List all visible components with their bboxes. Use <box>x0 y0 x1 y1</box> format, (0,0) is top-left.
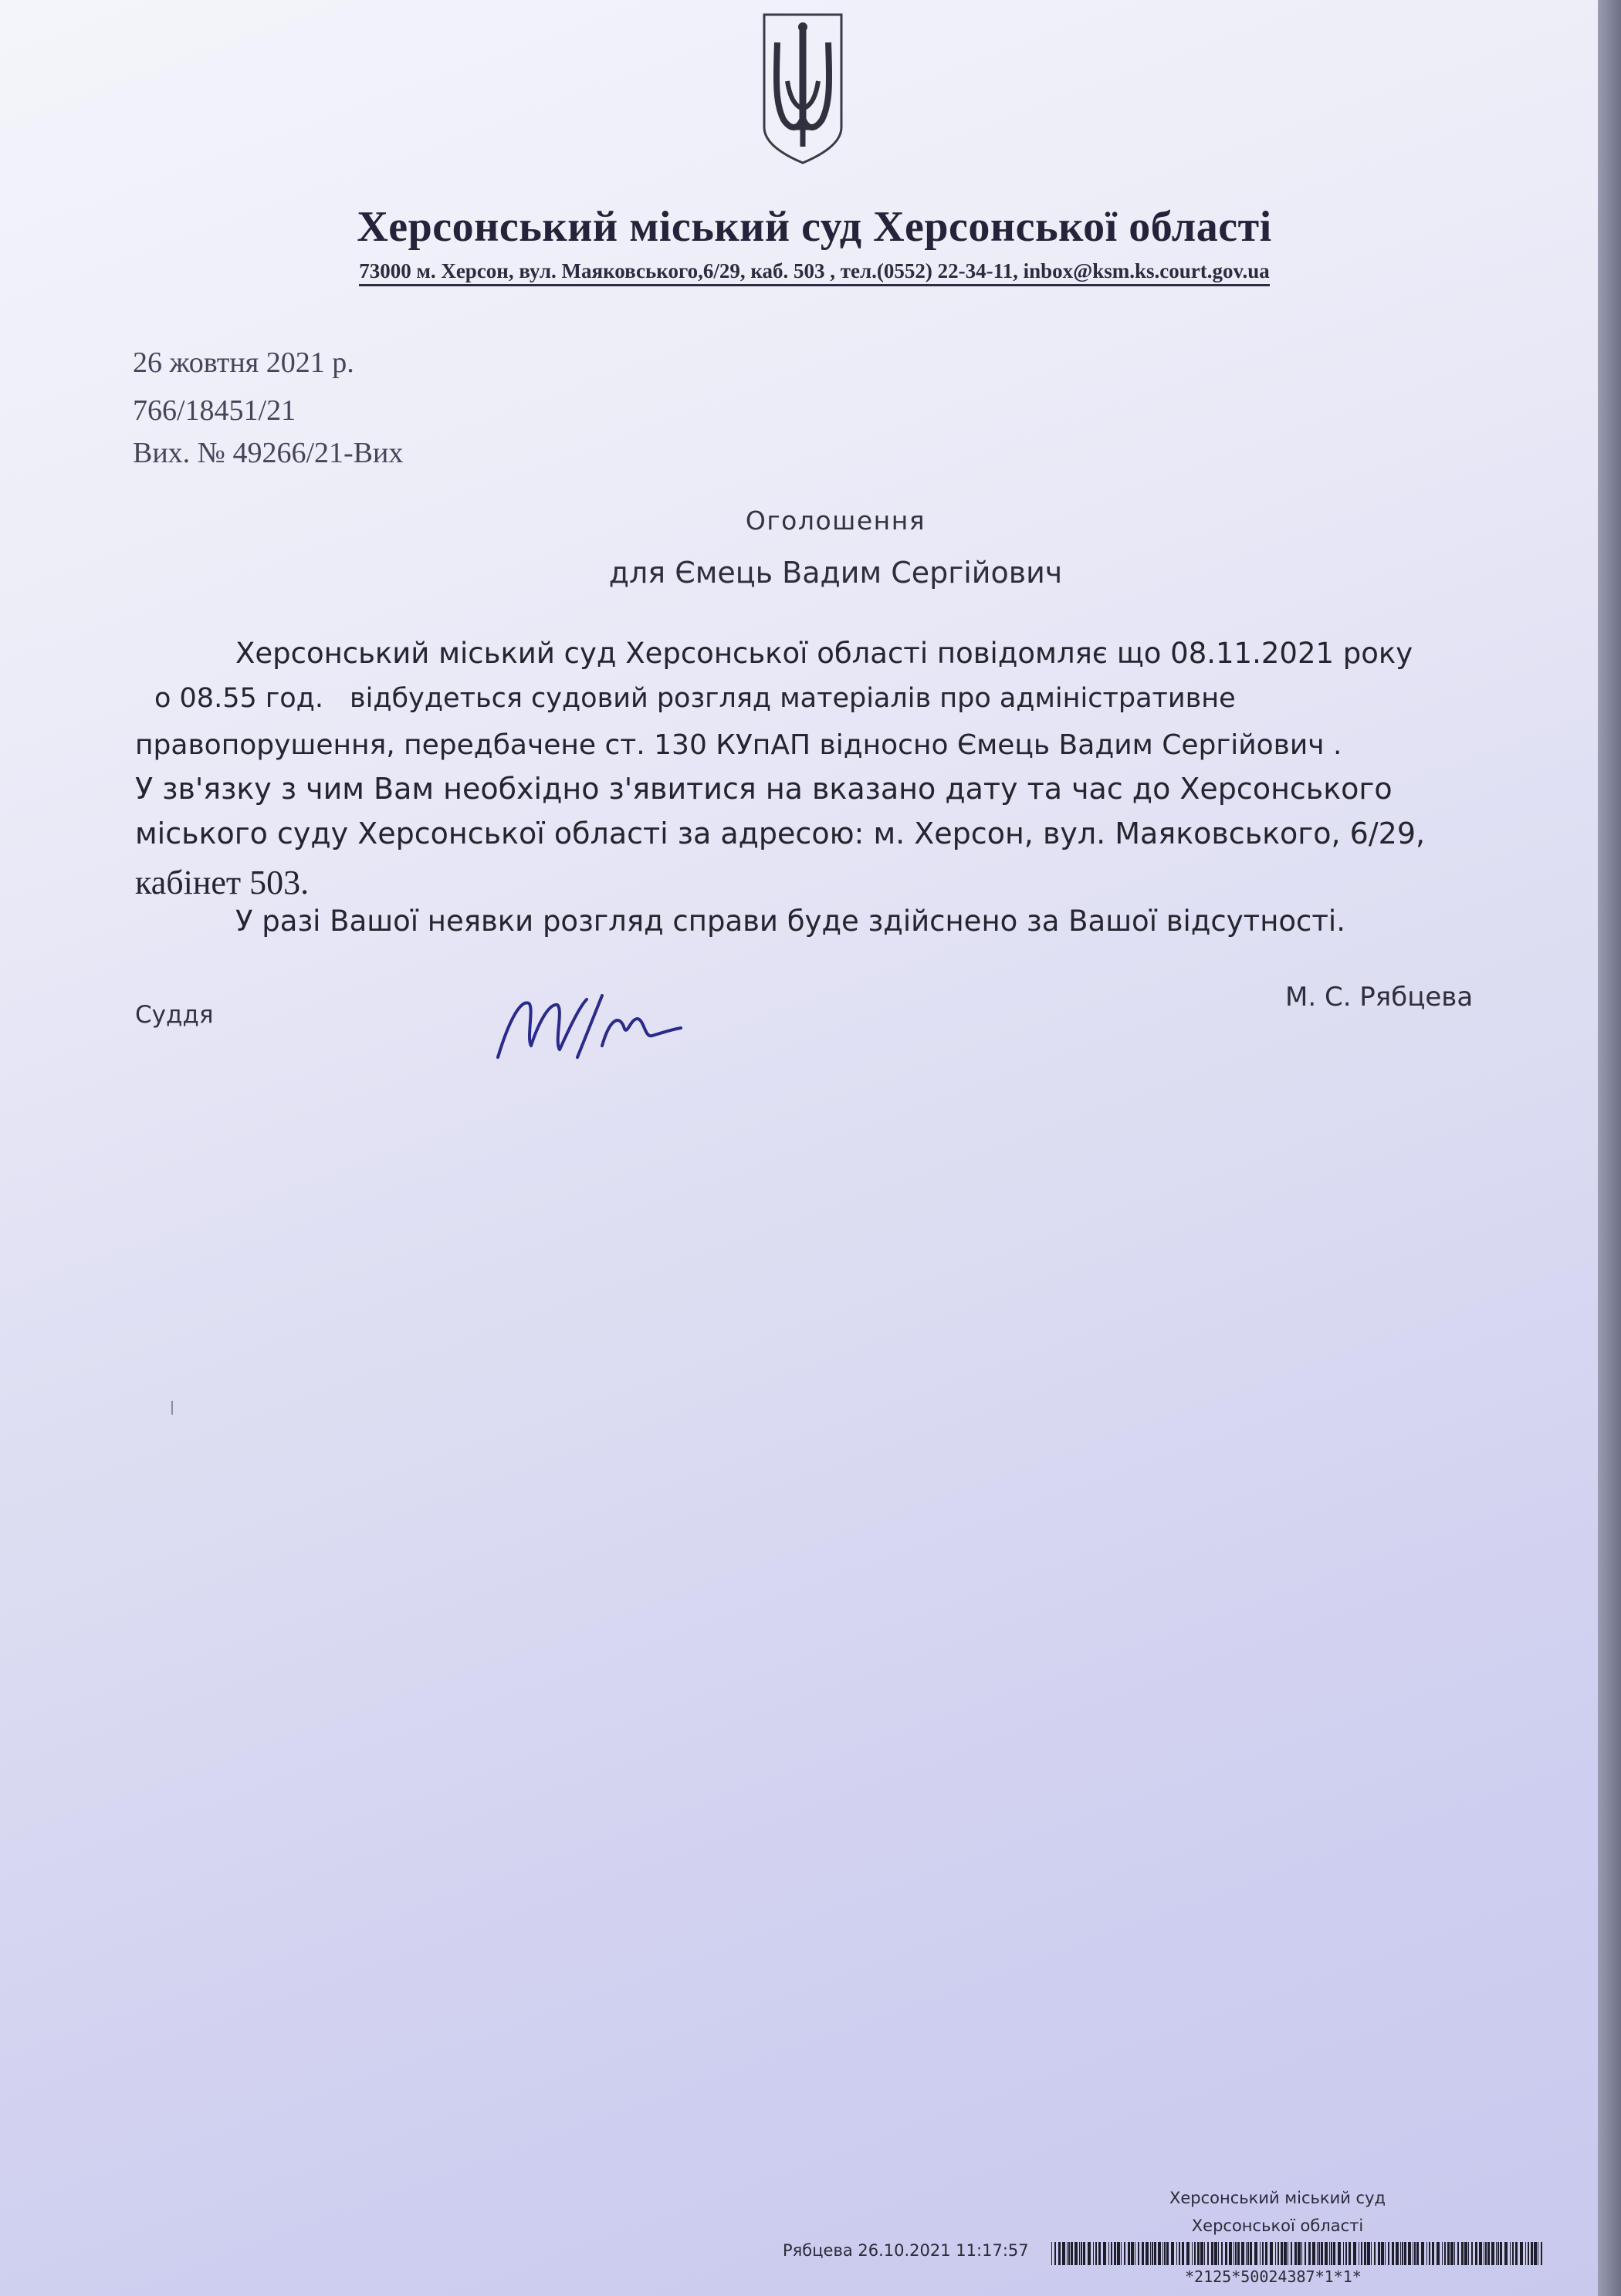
barcode-bar <box>1128 2242 1130 2265</box>
barcode-bar <box>1192 2242 1193 2265</box>
barcode-bar <box>1515 2242 1518 2265</box>
barcode-bar <box>1525 2242 1526 2265</box>
barcode-bar <box>1349 2242 1351 2265</box>
barcode-bar <box>1491 2242 1494 2265</box>
barcode-bar <box>1388 2242 1389 2265</box>
barcode-bar <box>1121 2242 1122 2265</box>
barcode-bar <box>1221 2242 1223 2265</box>
judge-role-label: Суддя <box>135 1001 214 1029</box>
barcode-bar <box>1381 2242 1384 2265</box>
trident-coat-of-arms-icon <box>760 12 845 166</box>
barcode-bar <box>1235 2242 1237 2265</box>
barcode-bar <box>1250 2242 1252 2265</box>
barcode-bar <box>1079 2242 1080 2265</box>
barcode-bar <box>1457 2242 1459 2265</box>
barcode-bar <box>1479 2242 1482 2265</box>
barcode-bar <box>1152 2242 1153 2265</box>
barcode-bar <box>1164 2242 1166 2265</box>
barcode-bar <box>1051 2242 1052 2265</box>
body-line-7: У разі Вашої неявки розгляд справи буде здійснено за Вашої відсутності. <box>235 905 1345 938</box>
barcode-bar <box>1444 2242 1446 2265</box>
barcode-bar <box>1429 2242 1430 2265</box>
court-address-line <box>0 259 1598 283</box>
barcode-bar <box>1158 2242 1161 2265</box>
barcode-bar <box>1432 2242 1434 2265</box>
barcode-bar <box>1154 2242 1156 2265</box>
barcode-bar <box>1262 2242 1264 2265</box>
barcode-bar <box>1095 2242 1097 2265</box>
hearing-time: о 08.55 год. <box>154 683 323 714</box>
barcode-text: *2125*50024387*1*1* <box>1185 2267 1362 2286</box>
barcode-bar <box>1150 2242 1151 2265</box>
barcode-bar <box>1281 2242 1283 2265</box>
barcode-bar <box>1329 2242 1330 2265</box>
barcode-bar <box>1400 2242 1401 2265</box>
judge-name: М. С. Рябцева <box>1285 982 1474 1013</box>
barcode-bar <box>1454 2242 1455 2265</box>
barcode-bar <box>1103 2242 1106 2265</box>
barcode-bar <box>1117 2242 1120 2265</box>
barcode-bar <box>1200 2242 1203 2265</box>
barcode-bar <box>1464 2242 1467 2265</box>
body-line-4: У зв'язку з чим Вам необхідно з'явитися на вказано дату та час до Херсонського <box>135 772 1393 806</box>
barcode-bar <box>1142 2242 1144 2265</box>
barcode-bar <box>1378 2242 1380 2265</box>
page-edge-shadow <box>1598 0 1621 2296</box>
barcode-bar <box>1197 2242 1200 2265</box>
barcode-bar <box>1318 2242 1320 2265</box>
barcode-bar <box>1179 2242 1180 2265</box>
e-stamp-court-line-1: Херсонський міський суд <box>1169 2189 1386 2207</box>
barcode-bar <box>1471 2242 1473 2265</box>
barcode-bar <box>1108 2242 1109 2265</box>
barcode-bar <box>1093 2242 1094 2265</box>
barcode-bar <box>1211 2242 1213 2265</box>
barcode-bar <box>1408 2242 1411 2265</box>
barcode-bar <box>1402 2242 1403 2265</box>
barcode-bar <box>1114 2242 1116 2265</box>
barcode-bar <box>1531 2242 1533 2265</box>
body-line-6: кабінет 503. <box>135 864 310 901</box>
barcode-bar <box>1325 2242 1328 2265</box>
body-line-1: Херсонський міський суд Херсонської області повідомляє що 08.11.2021 року <box>235 637 1413 670</box>
barcode-bar <box>1504 2242 1508 2265</box>
barcode-bar <box>1450 2242 1453 2265</box>
barcode-bar <box>1068 2242 1070 2265</box>
case-number: 766/18451/21 <box>133 394 296 427</box>
barcode-bar <box>1062 2242 1065 2265</box>
barcode-bar <box>1437 2242 1440 2265</box>
barcode-bar <box>1186 2242 1190 2265</box>
barcode-bar <box>1291 2242 1292 2265</box>
barcode-bar <box>1111 2242 1112 2265</box>
paper-speck-icon <box>170 1401 174 1415</box>
court-address-text: 73000 м. Херсон, вул. Маяковського,6/29, каб. 503 , тел.(0552) 22-34-11, inbox@ksm.ks.court.gov.ua <box>359 259 1270 286</box>
barcode-bar <box>1374 2242 1376 2265</box>
barcode-bar <box>1500 2242 1502 2265</box>
barcode-bar <box>1353 2242 1356 2265</box>
barcode-bar <box>1083 2242 1085 2265</box>
barcode-bar <box>1520 2242 1523 2265</box>
barcode-bar <box>1343 2242 1344 2265</box>
barcode-bar <box>1254 2242 1257 2265</box>
barcode-bar <box>1275 2242 1276 2265</box>
barcode-bar <box>1510 2242 1511 2265</box>
barcode-bar <box>1308 2242 1311 2265</box>
barcode-bar <box>1088 2242 1091 2265</box>
barcode-bar <box>1497 2242 1499 2265</box>
barcode-bar <box>1265 2242 1267 2265</box>
barcode-bar <box>1361 2242 1362 2265</box>
notice-recipient: для Ємець Вадим Сергійович <box>608 556 1063 590</box>
barcode-bar <box>1305 2242 1306 2265</box>
outgoing-number: Вих. № 49266/21-Вих <box>133 437 404 469</box>
barcode-bar <box>1098 2242 1101 2265</box>
body-line-2-text: відбудеться судовий розгляд матеріалів про адміністративне <box>350 683 1236 714</box>
barcode-bar <box>1246 2242 1247 2265</box>
barcode-bar <box>1321 2242 1323 2265</box>
barcode-bar <box>1385 2242 1386 2265</box>
barcode-bar <box>1204 2242 1205 2265</box>
barcode-bar <box>1218 2242 1219 2265</box>
document-date: 26 жовтня 2021 р. <box>133 347 354 379</box>
barcode-bar <box>1333 2242 1335 2265</box>
handwritten-signature-icon <box>486 972 687 1073</box>
barcode-bar <box>1225 2242 1227 2265</box>
barcode-bar <box>1067 2242 1068 2265</box>
body-line-3: правопорушення, передбачене ст. 130 КУпАП відносно Ємець Вадим Сергійович . <box>135 729 1342 761</box>
court-name-heading: Херсонський міський суд Херсонської області <box>357 203 1272 251</box>
barcode-bar <box>1442 2242 1443 2265</box>
barcode-bar <box>1081 2242 1082 2265</box>
barcode-bar <box>1284 2242 1287 2265</box>
barcode-bar <box>1331 2242 1332 2265</box>
barcode-bar <box>1071 2242 1073 2265</box>
barcode-bar <box>1396 2242 1399 2265</box>
barcode-bar <box>1338 2242 1341 2265</box>
barcode-bar <box>1074 2242 1078 2265</box>
barcode-bar <box>1475 2242 1477 2265</box>
barcode-bar <box>1162 2242 1163 2265</box>
barcode-bar <box>1528 2242 1529 2265</box>
barcode-bar <box>1512 2242 1514 2265</box>
e-stamp-signed-by: Рябцева 26.10.2021 11:17:57 <box>783 2241 1029 2260</box>
body-line-5: міського суду Херсонської області за адресою: м. Херсон, вул. Маяковського, 6/29, <box>135 817 1426 850</box>
barcode-bar <box>1298 2242 1301 2265</box>
barcode-bar <box>1247 2242 1249 2265</box>
barcode-bar <box>1054 2242 1056 2265</box>
barcode-bar <box>1404 2242 1406 2265</box>
barcode-bar <box>1214 2242 1217 2265</box>
barcode-bar <box>1371 2242 1372 2265</box>
barcode-bar <box>1367 2242 1370 2265</box>
barcode-bar <box>1461 2242 1464 2265</box>
barcode-bar <box>1229 2242 1232 2265</box>
notice-title: Оголошення <box>745 506 926 536</box>
e-stamp-court-line-2: Херсонської області <box>1191 2217 1364 2235</box>
barcode-bar <box>1058 2242 1061 2265</box>
barcode-bar <box>1237 2242 1240 2265</box>
barcode-bar <box>1171 2242 1174 2265</box>
barcode-bar <box>1166 2242 1169 2265</box>
barcode-bar <box>1541 2242 1542 2265</box>
barcode-bar <box>1278 2242 1279 2265</box>
barcode-bar <box>1182 2242 1184 2265</box>
barcode-bar <box>1124 2242 1125 2265</box>
barcode-bar <box>1421 2242 1424 2265</box>
barcode-bar <box>1294 2242 1297 2265</box>
barcode-bar <box>1345 2242 1347 2265</box>
barcode-bar <box>1534 2242 1537 2265</box>
barcode-bar <box>1138 2242 1139 2265</box>
barcode-bar <box>1207 2242 1209 2265</box>
barcode-bar <box>1414 2242 1416 2265</box>
barcode-bar <box>1146 2242 1149 2265</box>
barcode-bar <box>1392 2242 1394 2265</box>
barcode-bar <box>1416 2242 1419 2265</box>
barcode-bar <box>1447 2242 1450 2265</box>
barcode-bar <box>1131 2242 1134 2265</box>
barcode-bar <box>1270 2242 1273 2265</box>
barcode-bar <box>1487 2242 1490 2265</box>
barcode-bar <box>1485 2242 1487 2265</box>
barcode-icon <box>1051 2242 1545 2265</box>
barcode-bar <box>1364 2242 1366 2265</box>
barcode-bar <box>1194 2242 1196 2265</box>
barcode-bar <box>1301 2242 1302 2265</box>
barcode-bar <box>1317 2242 1318 2265</box>
barcode-bar <box>1176 2242 1177 2265</box>
barcode-bar <box>1312 2242 1315 2265</box>
body-line-2 <box>154 683 1236 714</box>
barcode-bar <box>1468 2242 1469 2265</box>
barcode-bar <box>1260 2242 1261 2265</box>
e-stamp-court <box>1158 2184 1397 2240</box>
barcode-bar <box>1496 2242 1497 2265</box>
barcode-bar <box>1426 2242 1427 2265</box>
barcode-bar <box>1241 2242 1244 2265</box>
